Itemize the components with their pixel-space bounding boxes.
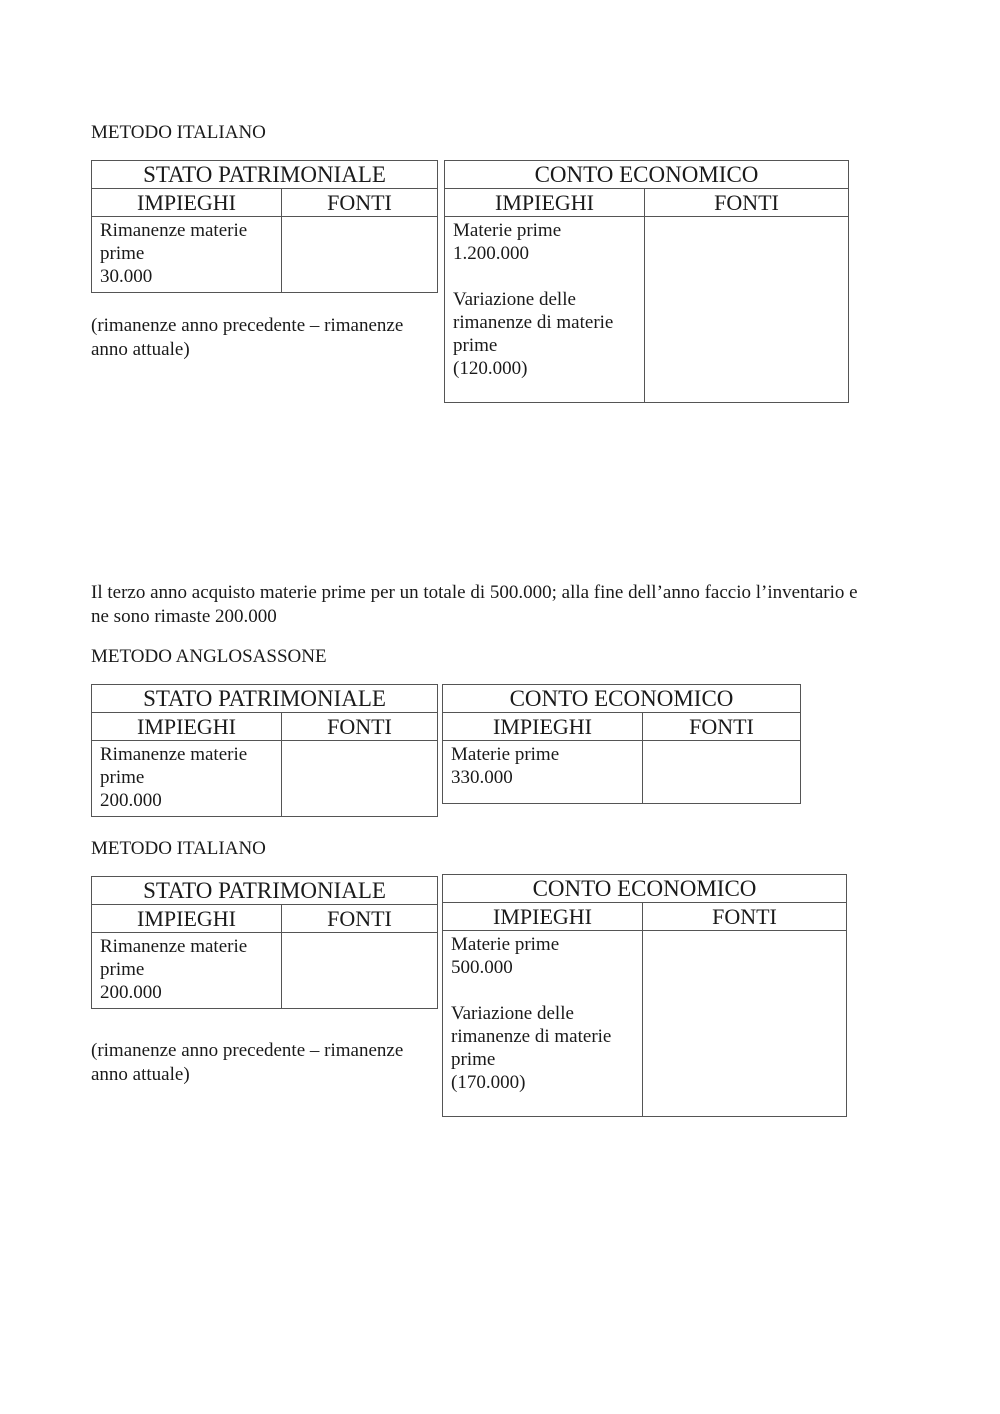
table-title: STATO PATRIMONIALE bbox=[92, 877, 438, 905]
column-header-impieghi: IMPIEGHI bbox=[443, 903, 643, 931]
note-line: (rimanenze anno precedente – rimanenze bbox=[91, 315, 404, 336]
fonti-cell bbox=[282, 217, 438, 293]
column-header-fonti: FONTI bbox=[645, 189, 849, 217]
paragraph bbox=[91, 581, 921, 629]
column-header-fonti: FONTI bbox=[282, 189, 438, 217]
stato-patrimoniale-table bbox=[91, 684, 438, 817]
conto-economico-table bbox=[442, 874, 847, 1117]
cell-line: Materie prime bbox=[453, 220, 562, 241]
note-line: anno attuale) bbox=[91, 1064, 190, 1085]
section-heading-metodo-italiano: METODO ITALIANO bbox=[91, 122, 266, 143]
section-heading-metodo-anglosassone: METODO ANGLOSASSONE bbox=[91, 646, 327, 667]
cell-value: (170.000) bbox=[451, 1072, 526, 1093]
fonti-cell bbox=[643, 931, 847, 1117]
cell-line: rimanenze di materie bbox=[453, 312, 614, 333]
cell-line: prime bbox=[100, 767, 145, 788]
table-title: STATO PATRIMONIALE bbox=[92, 161, 438, 189]
column-header-impieghi: IMPIEGHI bbox=[445, 189, 645, 217]
cell-line: Materie prime bbox=[451, 744, 560, 765]
impieghi-cell bbox=[92, 933, 282, 1009]
table-title: CONTO ECONOMICO bbox=[443, 875, 847, 903]
note bbox=[91, 1039, 403, 1087]
cell-line: prime bbox=[453, 335, 498, 356]
cell-line: Variazione delle bbox=[451, 1003, 574, 1024]
table-title: CONTO ECONOMICO bbox=[443, 685, 801, 713]
cell-line: Variazione delle bbox=[453, 289, 576, 310]
cell-line: Materie prime bbox=[451, 934, 560, 955]
fonti-cell bbox=[643, 741, 801, 804]
column-header-fonti: FONTI bbox=[643, 903, 847, 931]
fonti-cell bbox=[282, 741, 438, 817]
note bbox=[91, 314, 403, 362]
column-header-impieghi: IMPIEGHI bbox=[92, 905, 282, 933]
note-line: (rimanenze anno precedente – rimanenze bbox=[91, 1040, 404, 1061]
column-header-impieghi: IMPIEGHI bbox=[92, 713, 282, 741]
impieghi-cell bbox=[92, 741, 282, 817]
impieghi-cell bbox=[443, 741, 643, 804]
impieghi-cell bbox=[445, 217, 645, 403]
impieghi-cell bbox=[92, 217, 282, 293]
cell-value: 500.000 bbox=[451, 957, 513, 978]
column-header-fonti: FONTI bbox=[643, 713, 801, 741]
cell-line: Rimanenze materie bbox=[100, 220, 248, 241]
cell-line: Rimanenze materie bbox=[100, 744, 248, 765]
column-header-fonti: FONTI bbox=[282, 713, 438, 741]
cell-line: Rimanenze materie bbox=[100, 936, 248, 957]
cell-value: 330.000 bbox=[451, 767, 513, 788]
cell-line: prime bbox=[451, 1049, 496, 1070]
table-title: STATO PATRIMONIALE bbox=[92, 685, 438, 713]
column-header-fonti: FONTI bbox=[282, 905, 438, 933]
section-heading-metodo-italiano: METODO ITALIANO bbox=[91, 838, 266, 859]
cell-value: 200.000 bbox=[100, 790, 162, 811]
cell-value: 1.200.000 bbox=[453, 243, 529, 264]
conto-economico-table bbox=[444, 160, 849, 403]
paragraph-line: Il terzo anno acquisto materie prime per un totale di 500.000; alla fine dell’anno faccio l’inventario e bbox=[91, 582, 858, 603]
cell-value: 200.000 bbox=[100, 982, 162, 1003]
stato-patrimoniale-table bbox=[91, 876, 438, 1009]
cell-line: rimanenze di materie bbox=[451, 1026, 612, 1047]
cell-value: 30.000 bbox=[100, 266, 153, 287]
cell-value: (120.000) bbox=[453, 358, 528, 379]
cell-line: prime bbox=[100, 243, 145, 264]
conto-economico-table bbox=[442, 684, 801, 804]
note-line: anno attuale) bbox=[91, 339, 190, 360]
cell-line: prime bbox=[100, 959, 145, 980]
column-header-impieghi: IMPIEGHI bbox=[92, 189, 282, 217]
paragraph-line: ne sono rimaste 200.000 bbox=[91, 606, 277, 627]
fonti-cell bbox=[282, 933, 438, 1009]
column-header-impieghi: IMPIEGHI bbox=[443, 713, 643, 741]
stato-patrimoniale-table bbox=[91, 160, 438, 293]
fonti-cell bbox=[645, 217, 849, 403]
impieghi-cell bbox=[443, 931, 643, 1117]
table-title: CONTO ECONOMICO bbox=[445, 161, 849, 189]
